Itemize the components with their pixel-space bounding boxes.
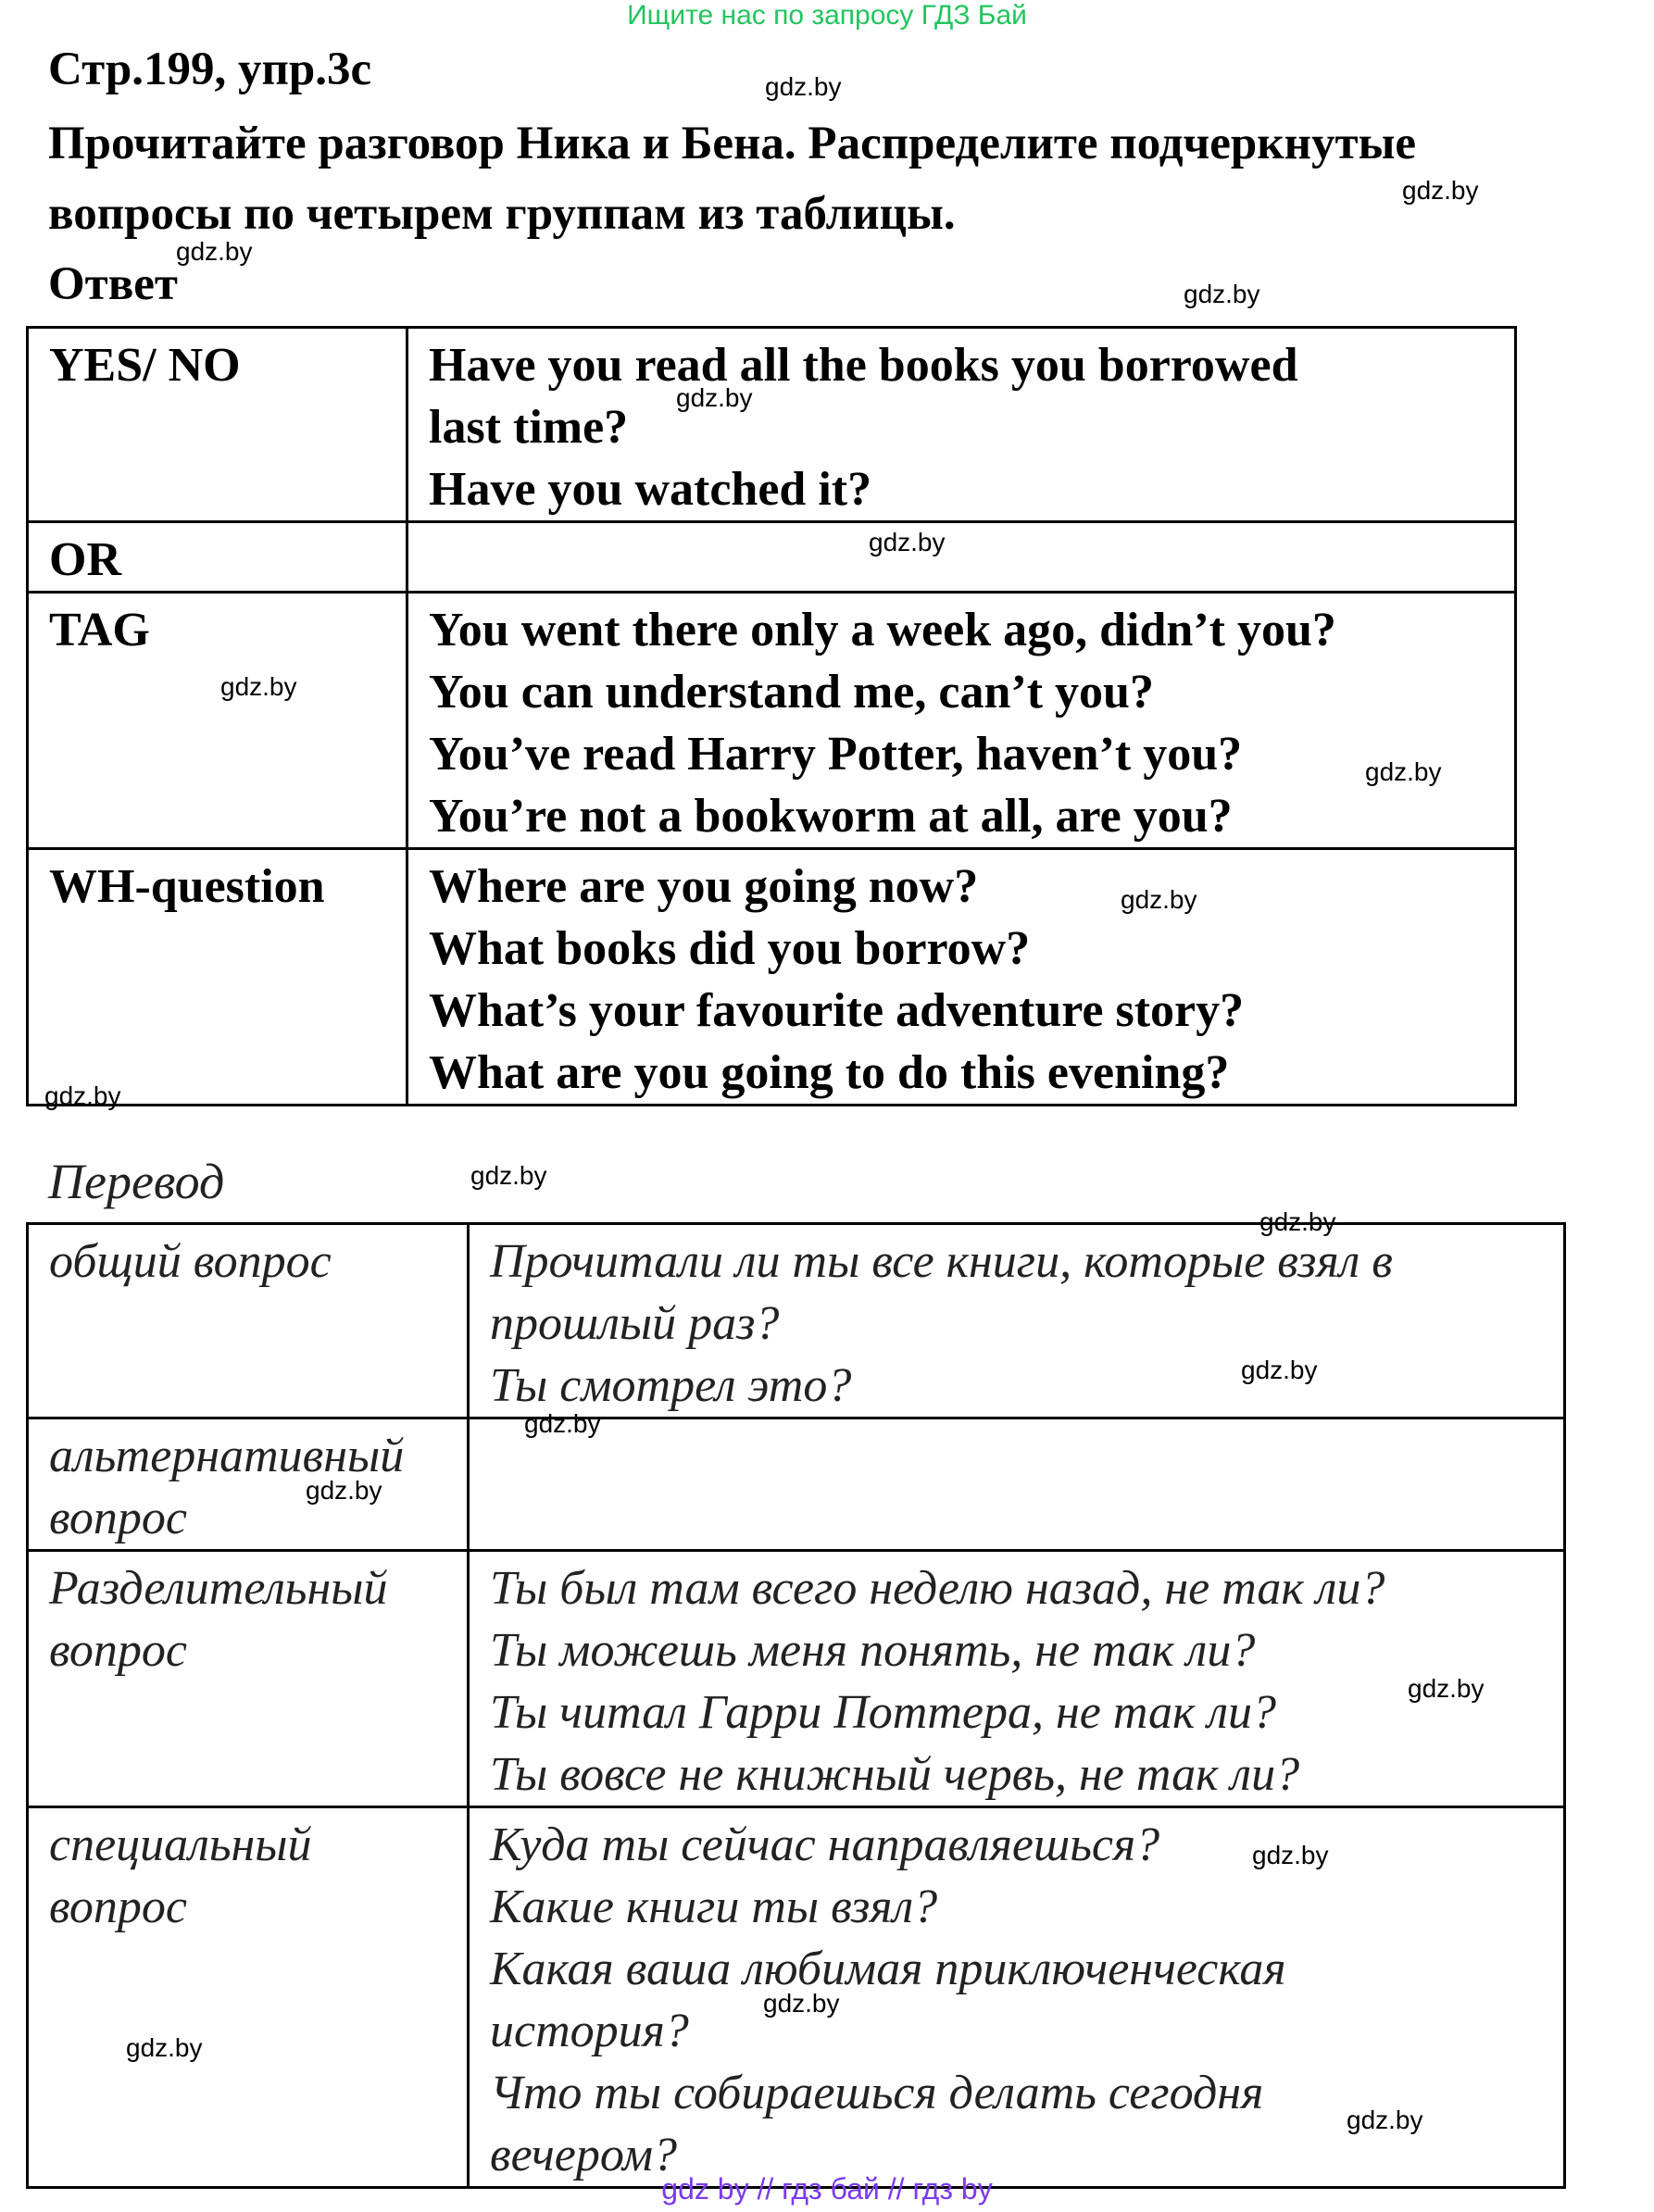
watermark: gdz.by — [176, 237, 253, 266]
task-line-2: вопросы по четырем группам из таблицы. — [48, 188, 956, 240]
watermark: gdz.by — [1121, 885, 1197, 914]
translation-row-alternative — [28, 1418, 1565, 1551]
translation-line: Ты вовсе не книжный червь, не так ли? — [490, 1748, 1300, 1801]
watermark: gdz.by — [470, 1161, 547, 1190]
watermark: gdz.by — [306, 1476, 382, 1505]
answer-questions — [407, 593, 1516, 849]
translation-line: Ты был там всего неделю назад, не так ли? — [490, 1562, 1385, 1615]
question-line: You’re not a bookworm at all, are you? — [429, 790, 1233, 843]
translation-line: Куда ты сейчас направляешься? — [490, 1818, 1160, 1871]
question-line: Have you watched it? — [429, 463, 872, 516]
translation-questions — [469, 1551, 1565, 1807]
type-line: специальный — [49, 1818, 312, 1871]
answer-row-or — [28, 522, 1516, 593]
answer-questions — [407, 328, 1516, 522]
answer-type: TAG — [28, 593, 407, 849]
site-banner[interactable]: Ищите нас по запросу ГДЗ Бай — [627, 0, 1027, 31]
translation-row-general — [28, 1224, 1565, 1418]
translation-questions — [469, 1418, 1565, 1551]
watermark: gdz.by — [126, 2033, 203, 2062]
watermark: gdz.by — [1365, 757, 1442, 786]
answer-type: YES/ NO — [28, 328, 407, 522]
task-line-1: Прочитайте разговор Ника и Бена. Распределите подчеркнутые — [48, 118, 1417, 169]
question-line: You went there only a week ago, didn’t you? — [429, 604, 1336, 656]
type-line: альтернативный — [49, 1430, 405, 1482]
type-line: вопрос — [49, 1624, 187, 1677]
translation-label: Перевод — [48, 1154, 225, 1209]
question-line: What’s your favourite adventure story? — [429, 984, 1245, 1037]
answer-type: WH-question — [28, 849, 407, 1106]
watermark: gdz.by — [763, 1989, 840, 2018]
answer-row-wh — [28, 849, 1516, 1106]
translation-type — [28, 1418, 469, 1551]
translation-row-tag — [28, 1551, 1565, 1807]
translation-line: прошлый раз? — [490, 1297, 780, 1350]
watermark: gdz.by — [1184, 280, 1260, 308]
watermark: gdz.by — [765, 72, 842, 101]
watermark: gdz.by — [1408, 1674, 1485, 1703]
footer-links[interactable]: gdz by // гдз бай // гдз by — [661, 2172, 993, 2206]
translation-type — [28, 1551, 469, 1807]
answer-questions — [407, 849, 1516, 1106]
answer-type: OR — [28, 522, 407, 593]
translation-line: вечером? — [490, 2129, 678, 2181]
translation-type — [28, 1807, 469, 2188]
type-line: Разделительный — [49, 1562, 388, 1615]
translation-table — [26, 1222, 1566, 2189]
answer-table — [26, 326, 1517, 1106]
translation-line: Ты читал Гарри Поттера, не так ли? — [490, 1686, 1277, 1739]
type-line: вопрос — [49, 1492, 187, 1544]
question-line: last time? — [429, 401, 629, 454]
translation-line: Ты можешь меня понять, не так ли? — [490, 1624, 1256, 1677]
watermark: gdz.by — [1252, 1841, 1329, 1869]
question-line: You’ve read Harry Potter, haven’t you? — [429, 728, 1243, 781]
type-line: вопрос — [49, 1881, 187, 1933]
answer-row-tag — [28, 593, 1516, 849]
translation-line: история? — [490, 2005, 689, 2057]
translation-line: Что ты собираешься делать сегодня — [490, 2067, 1264, 2119]
translation-line: Ты смотрел это? — [490, 1359, 852, 1412]
question-line: Where are you going now? — [429, 860, 979, 913]
watermark: gdz.by — [1241, 1356, 1318, 1384]
question-line: You can understand me, can’t you? — [429, 666, 1154, 719]
answer-label: Ответ — [48, 258, 178, 310]
watermark: gdz.by — [220, 672, 297, 701]
translation-questions — [469, 1224, 1565, 1418]
translation-line: Прочитали ли ты все книги, которые взял в — [490, 1235, 1393, 1288]
answer-row-yes-no — [28, 328, 1516, 522]
watermark: gdz.by — [1402, 176, 1479, 205]
watermark: gdz.by — [1347, 2106, 1423, 2134]
answer-questions — [407, 522, 1516, 593]
watermark: gdz.by — [524, 1409, 601, 1438]
question-line: What books did you borrow? — [429, 922, 1031, 975]
type-line: общий вопрос — [49, 1235, 332, 1288]
question-line: Have you read all the books you borrowed — [429, 339, 1298, 392]
page-reference: Стр.199, упр.3с — [48, 44, 372, 95]
translation-line: Какая ваша любимая приключенческая — [490, 1943, 1286, 1995]
watermark: gdz.by — [869, 528, 946, 556]
translation-line: Какие книги ты взял? — [490, 1881, 938, 1933]
watermark: gdz.by — [44, 1081, 121, 1110]
watermark: gdz.by — [1259, 1207, 1336, 1236]
translation-type — [28, 1224, 469, 1418]
watermark: gdz.by — [676, 383, 753, 412]
question-line: What are you going to do this evening? — [429, 1046, 1230, 1099]
